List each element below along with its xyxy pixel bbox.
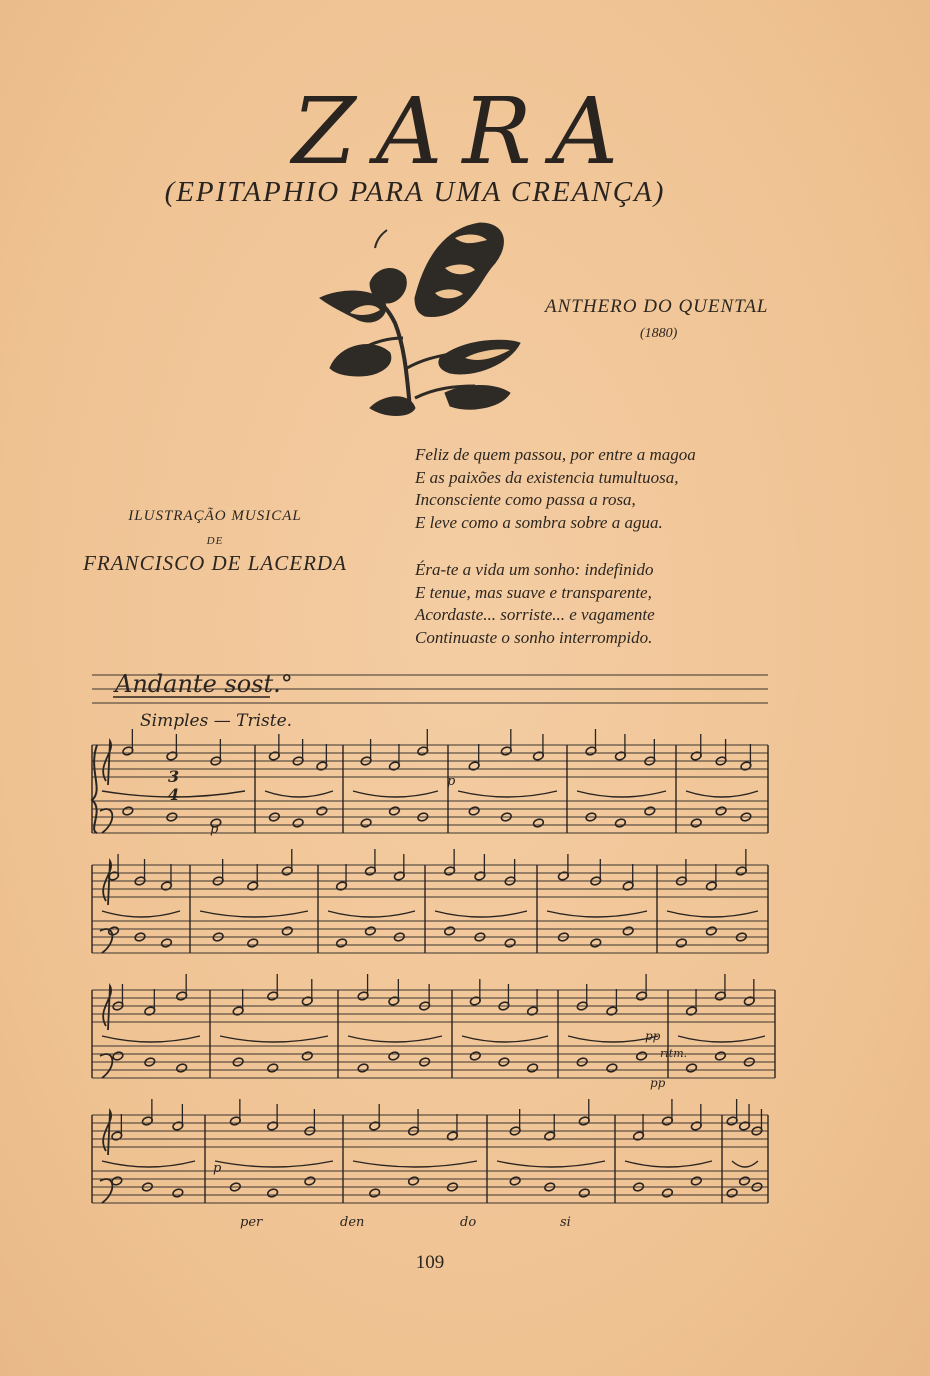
note-head bbox=[662, 1188, 674, 1198]
slur bbox=[353, 1161, 477, 1167]
note-head bbox=[357, 1063, 369, 1073]
note-head bbox=[172, 1188, 184, 1198]
note-head bbox=[606, 1063, 618, 1073]
note-head bbox=[161, 938, 173, 948]
score-systems bbox=[92, 729, 775, 1203]
illustration-de: DE bbox=[206, 535, 224, 547]
slur bbox=[328, 911, 415, 917]
expression-marking: Simples — Triste. bbox=[140, 711, 293, 731]
slur bbox=[200, 911, 308, 917]
lyric-syllable: per bbox=[240, 1215, 263, 1230]
tempo-header bbox=[92, 670, 768, 731]
slur bbox=[102, 1161, 195, 1167]
dynamic-marking: pp bbox=[650, 1076, 666, 1090]
treble-clef bbox=[103, 861, 111, 905]
note-head bbox=[726, 1188, 738, 1198]
note-head bbox=[675, 938, 687, 948]
note-head bbox=[444, 926, 456, 936]
brace bbox=[92, 745, 97, 833]
poem-line: Continuaste o sonho interrompido. bbox=[415, 627, 653, 647]
dynamic-marking: p bbox=[213, 1161, 222, 1176]
slur bbox=[497, 1161, 605, 1167]
slur bbox=[678, 1036, 765, 1042]
page-number: 109 bbox=[415, 1252, 445, 1273]
note-head bbox=[686, 1063, 698, 1073]
bass-clef bbox=[100, 929, 112, 953]
note-head bbox=[644, 806, 656, 816]
time-signature-bottom: 4 bbox=[168, 785, 180, 804]
slur bbox=[667, 911, 758, 917]
note-head bbox=[247, 938, 259, 948]
note-head bbox=[112, 1051, 124, 1061]
note-head bbox=[301, 1051, 313, 1061]
slur bbox=[462, 1036, 548, 1042]
note-head bbox=[533, 818, 545, 828]
note-head bbox=[369, 1188, 381, 1198]
note-head bbox=[739, 1176, 751, 1186]
poem-line: Acordaste... sorriste... e vagamente bbox=[415, 605, 655, 624]
time-signature-top: 3 bbox=[168, 767, 180, 786]
treble-clef bbox=[103, 741, 111, 785]
note-head bbox=[469, 1051, 481, 1061]
page-title: ZARA bbox=[291, 78, 639, 185]
bass-clef bbox=[100, 1054, 112, 1078]
slur bbox=[265, 791, 333, 797]
dynamic-marking: pp bbox=[645, 1029, 661, 1043]
slur bbox=[458, 791, 557, 797]
note-head bbox=[690, 818, 702, 828]
ritenuto-marking: ritm. bbox=[660, 1047, 688, 1060]
dynamic-marking: p bbox=[447, 774, 456, 789]
note-head bbox=[468, 806, 480, 816]
note-head bbox=[360, 818, 372, 828]
slur bbox=[547, 911, 647, 917]
note-head bbox=[408, 1176, 420, 1186]
slur bbox=[102, 911, 180, 917]
lyric-syllable: do bbox=[460, 1215, 477, 1230]
poem-line: Feliz de quem passou, por entre a magoa bbox=[415, 445, 696, 464]
bass-clef bbox=[100, 1179, 112, 1203]
author-year: (1880) bbox=[640, 326, 678, 341]
note-head bbox=[365, 926, 377, 936]
slur bbox=[686, 791, 758, 797]
note-head bbox=[388, 1051, 400, 1061]
poem-line: E leve como a sombra sobre a agua. bbox=[415, 512, 663, 532]
slur bbox=[102, 1036, 200, 1042]
tempo-marking: Andante sost.° bbox=[115, 670, 293, 698]
note-head bbox=[336, 938, 348, 948]
slur bbox=[348, 1036, 442, 1042]
note-head bbox=[690, 1176, 702, 1186]
note-head bbox=[281, 926, 293, 936]
slur bbox=[625, 1161, 712, 1167]
note-head bbox=[122, 806, 134, 816]
treble-clef bbox=[103, 1111, 111, 1155]
author-name: ANTHERO DO QUENTAL bbox=[545, 296, 769, 317]
lyric-syllable: si bbox=[560, 1215, 571, 1230]
note-head bbox=[590, 938, 602, 948]
page-subtitle: (EPITAPHIO PARA UMA CREANÇA) bbox=[164, 176, 666, 208]
note-head bbox=[176, 1063, 188, 1073]
slur bbox=[353, 791, 438, 797]
slur bbox=[220, 1036, 328, 1042]
slur bbox=[732, 1161, 758, 1167]
composer-name: FRANCISCO DE LACERDA bbox=[83, 551, 347, 575]
poem-line: Inconsciente como passa a rosa, bbox=[415, 490, 636, 509]
poem-line: Éra-te a vida um sonho: indefinido bbox=[415, 560, 654, 579]
note-head bbox=[292, 818, 304, 828]
treble-clef bbox=[103, 986, 111, 1030]
note-head bbox=[504, 938, 516, 948]
note-head bbox=[316, 806, 328, 816]
note-head bbox=[578, 1188, 590, 1198]
slur bbox=[577, 791, 666, 797]
poem-line: E tenue, mas suave e transparente, bbox=[415, 582, 652, 602]
note-head bbox=[509, 1176, 521, 1186]
note-head bbox=[636, 1051, 648, 1061]
bass-clef bbox=[100, 809, 112, 833]
note-head bbox=[267, 1188, 279, 1198]
note-head bbox=[527, 1063, 539, 1073]
note-head bbox=[705, 926, 717, 936]
poem-line: E as paixões da existencia tumultuosa, bbox=[415, 467, 679, 487]
note-head bbox=[267, 1063, 279, 1073]
slur bbox=[215, 1161, 333, 1167]
note-head bbox=[622, 926, 634, 936]
note-head bbox=[715, 1051, 727, 1061]
slur bbox=[435, 911, 527, 917]
note-head bbox=[389, 806, 401, 816]
illustration-label: ILUSTRAÇÃO MUSICAL bbox=[128, 508, 302, 524]
note-head bbox=[715, 806, 727, 816]
dynamic-marking: p bbox=[210, 822, 219, 837]
lyric-syllable: den bbox=[340, 1215, 365, 1230]
note-head bbox=[614, 818, 626, 828]
note-head bbox=[108, 926, 120, 936]
note-head bbox=[304, 1176, 316, 1186]
